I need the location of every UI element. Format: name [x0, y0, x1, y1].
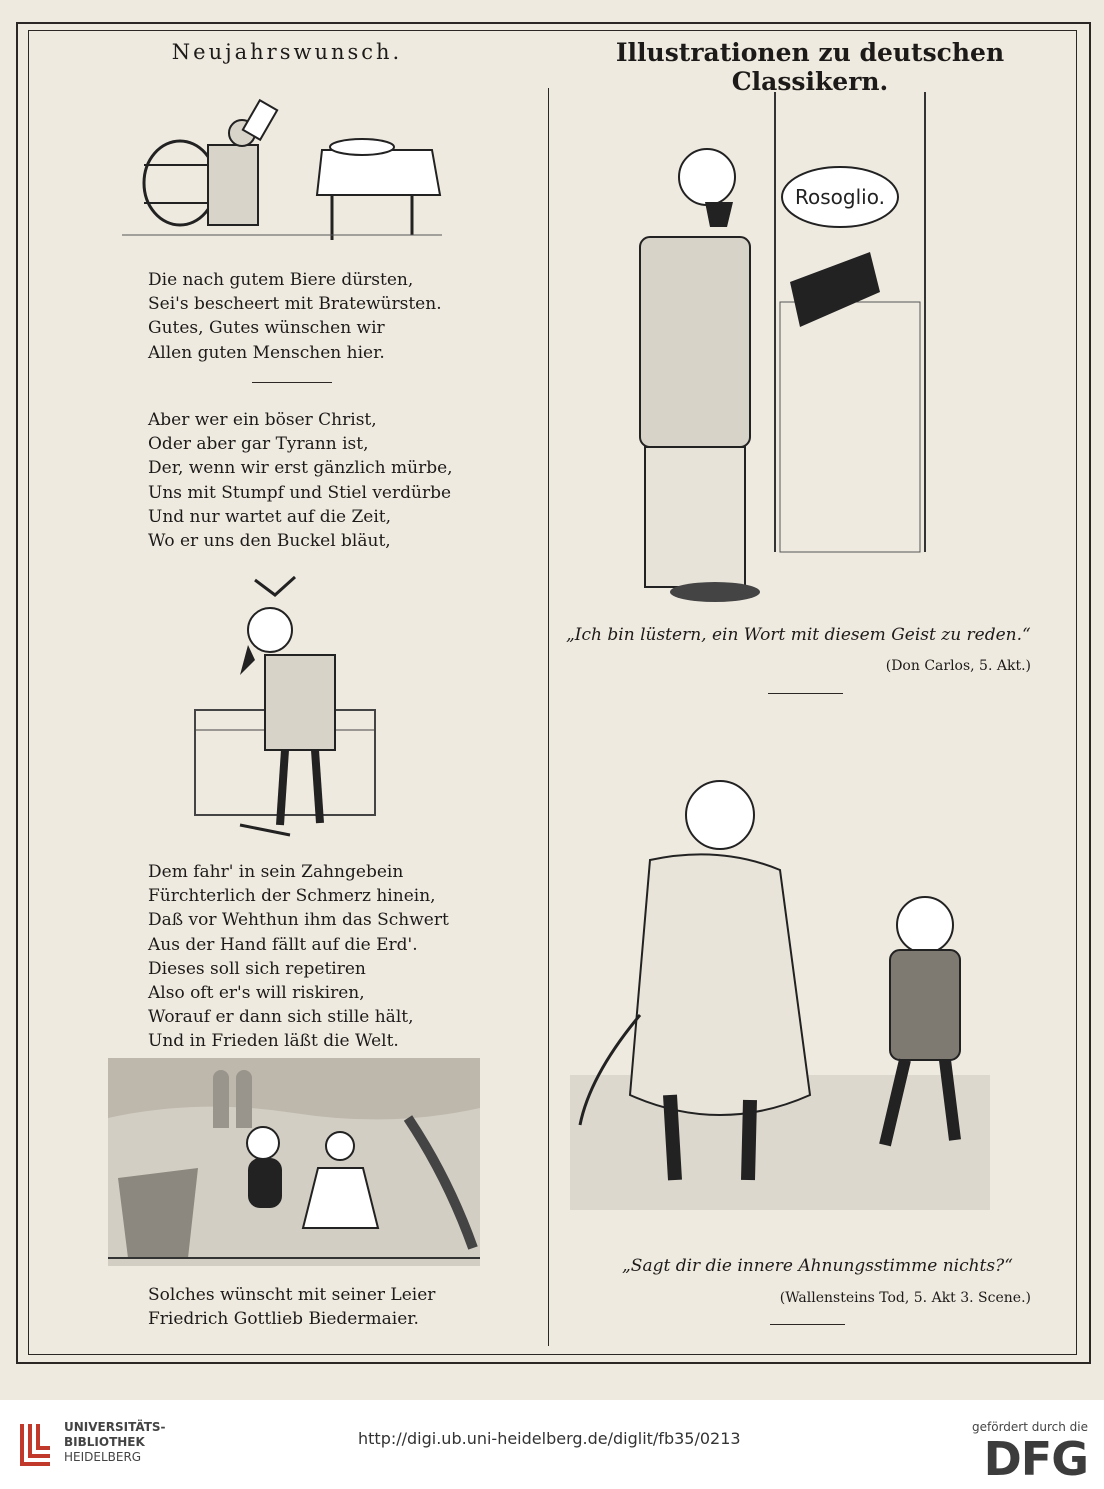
stanza2-line3: Der, wenn wir erst gänzlich mürbe,: [148, 458, 453, 479]
end-divider-right: [770, 1324, 845, 1325]
toothache-tyrant-illustration: [190, 565, 380, 845]
section-divider: [252, 382, 332, 383]
stanza2-line1: Aber wer ein böser Christ,: [148, 410, 377, 430]
right-title: Illustrationen zu deutschen Classikern.: [615, 38, 1005, 96]
source-don-carlos: (Don Carlos, 5. Akt.): [885, 658, 1031, 674]
stanza1-line2: Sei's bescheert mit Bratewürsten.: [148, 294, 442, 315]
library-logo-icon[interactable]: [16, 1418, 56, 1470]
left-title: Neujahrswunsch.: [171, 40, 403, 64]
dfg-logo[interactable]: DFG: [983, 1432, 1088, 1486]
library-name-line1: UNIVERSITÄTS-: [64, 1420, 166, 1434]
library-name[interactable]: [64, 1420, 166, 1465]
stanza3-line7: Worauf er dann sich stille hält,: [148, 1007, 414, 1028]
funded-by-label: gefördert durch die: [972, 1420, 1088, 1434]
stanza3-line4: Aus der Hand fällt auf die Erd'.: [148, 934, 418, 955]
stanza3-line1: Dem fahr' in sein Zahngebein: [148, 862, 404, 882]
stanza1-line4: Allen guten Menschen hier.: [148, 342, 385, 363]
stanza4-line2: Friedrich Gottlieb Biedermaier.: [148, 1309, 419, 1330]
stanza1-line3: Gutes, Gutes wünschen wir: [148, 318, 385, 339]
stanza3-line8: Und in Frieden läßt die Welt.: [148, 1031, 399, 1052]
stanza1-line1: Die nach gutem Biere dürsten,: [148, 270, 414, 290]
stanza3-line3: Daß vor Wehthun ihm das Schwert: [148, 910, 449, 931]
permalink-url[interactable]: http://digi.ub.uni-heidelberg.de/diglit/fb35/0213: [358, 1429, 741, 1448]
stanza3-line5: Dieses soll sich repetiren: [148, 958, 366, 979]
section-divider-right: [768, 693, 843, 694]
caption-don-carlos: „Ich bin lüstern, ein Wort mit diesem Geist zu reden.“: [566, 625, 1031, 645]
source-wallenstein: (Wallensteins Tod, 5. Akt 3. Scene.): [779, 1290, 1031, 1306]
dancing-crowd-illustration: [108, 1058, 480, 1266]
stanza3-line2: Fürchterlich der Schmerz hinein,: [148, 886, 436, 907]
stanza2-line5: Und nur wartet auf die Zeit,: [148, 506, 392, 527]
rosoglio-sign: Rosoglio.: [795, 185, 885, 209]
wallenstein-illustration: [570, 775, 990, 1210]
library-name-line2: BIBLIOTHEK: [64, 1435, 145, 1449]
stanza2-line6: Wo er uns den Buckel bläut,: [148, 531, 391, 552]
library-name-line3: HEIDELBERG: [64, 1450, 142, 1464]
stanza3-line6: Also oft er's will riskiren,: [148, 983, 365, 1004]
caption-wallenstein: „Sagt dir die innere Ahnungsstimme nichts?“: [622, 1256, 1013, 1276]
rosoglio-man-illustration: [595, 92, 940, 607]
stanza2-line4: Uns mit Stumpf und Stiel verdürbe: [148, 482, 452, 503]
beer-barrel-illustration: [122, 95, 442, 245]
stanza4-line1: Solches wünscht mit seiner Leier: [148, 1285, 436, 1305]
stanza2-line2: Oder aber gar Tyrann ist,: [148, 434, 369, 455]
column-divider: [548, 88, 549, 1346]
